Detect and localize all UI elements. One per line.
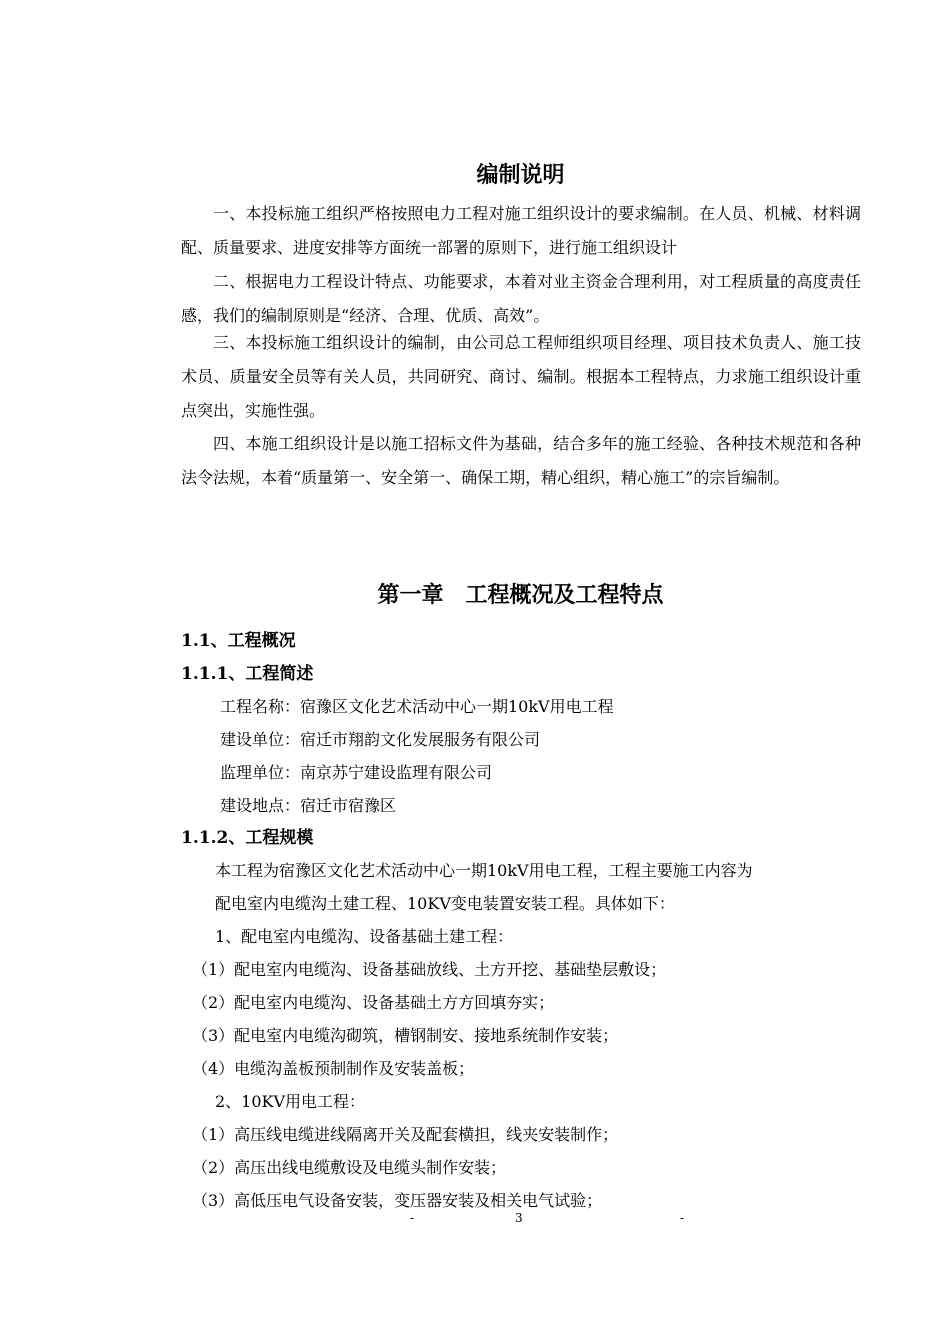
section-heading-1-1: 1.1、工程概况 bbox=[181, 631, 296, 651]
footer-right-dash: - bbox=[680, 1211, 685, 1225]
section-heading-1-1-2: 1.1.2、工程规模 bbox=[181, 828, 314, 848]
page-number: 3 bbox=[515, 1211, 523, 1225]
paragraph-1: 一、本投标施工组织严格按照电力工程对施工组织设计的要求编制。在人员、机械、材料调配、质量要求、进度安排等方面统一部署的原则下，进行施工组织设计 bbox=[181, 204, 861, 257]
scale-description-line-2: 配电室内电缆沟土建工程、10KV变电装置安装工程。具体如下： bbox=[215, 894, 675, 913]
work-item: （3）配电室内电缆沟砌筑，槽钢制安、接地系统制作安装； bbox=[192, 1026, 619, 1045]
work-item: （1）配电室内电缆沟、设备基础放线、土方开挖、基础垫层敷设； bbox=[192, 960, 667, 979]
info-supervisor: 监理单位：南京苏宁建设监理有限公司 bbox=[220, 763, 493, 782]
info-location: 建设地点：宿迁市宿豫区 bbox=[220, 796, 397, 815]
info-project-name: 工程名称：宿豫区文化艺术活动中心一期10kV用电工程 bbox=[220, 697, 614, 716]
work-item: （1）高压线电缆进线隔离开关及配套横担，线夹安装制作； bbox=[192, 1125, 619, 1144]
work-item: （2）高压出线电缆敷设及电缆头制作安装； bbox=[192, 1158, 507, 1177]
paragraph-4: 四、本施工组织设计是以施工招标文件为基础，结合多年的施工经验、各种技术规范和各种法令法规，本着“质量第一、安全第一、确保工期，精心组织，精心施工”的宗旨编制。 bbox=[181, 434, 861, 487]
work-item: （4）电缆沟盖板预制制作及安装盖板； bbox=[192, 1059, 475, 1078]
scale-description-line-1: 本工程为宿豫区文化艺术活动中心一期10kV用电工程，工程主要施工内容为 bbox=[215, 861, 753, 880]
section-heading-1-1-1: 1.1.1、工程简述 bbox=[181, 664, 314, 684]
work-group-2-title: 2、10KV用电工程： bbox=[215, 1092, 366, 1111]
chapter-title: 第一章 工程概况及工程特点 bbox=[377, 582, 664, 608]
work-item: （3）高低压电气设备安装，变压器安装及相关电气试验； bbox=[192, 1191, 603, 1210]
document-title: 编制说明 bbox=[476, 162, 565, 188]
info-builder: 建设单位：宿迁市翔韵文化发展服务有限公司 bbox=[220, 730, 541, 749]
paragraph-3: 三、本投标施工组织设计的编制，由公司总工程师组织项目经理、项目技术负责人、施工技术员、质量安全员等有关人员，共同研究、商讨、编制。根据本工程特点，力求施工组织设计重点突出，实施性强。 bbox=[181, 333, 861, 420]
paragraph-2: 二、根据电力工程设计特点、功能要求，本着对业主资金合理利用，对工程质量的高度责任感，我们的编制原则是“经济、合理、优质、高效”。 bbox=[181, 272, 861, 325]
work-item: （2）配电室内电缆沟、设备基础土方方回填夯实； bbox=[192, 993, 555, 1012]
footer-left-dash: - bbox=[410, 1211, 415, 1225]
work-group-1-title: 1、配电室内电缆沟、设备基础土建工程： bbox=[215, 927, 514, 946]
